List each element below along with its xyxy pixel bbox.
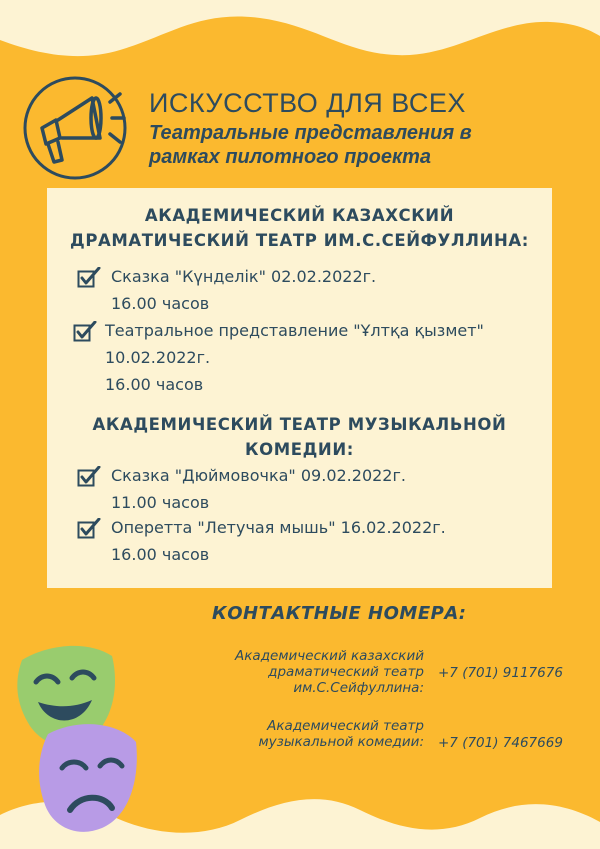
- schedule-card: [47, 188, 552, 588]
- event-time: 16.00 часов: [111, 545, 210, 564]
- contact-name-line: Академический театр: [267, 718, 424, 734]
- contact-phone[interactable]: +7 (701) 7467669: [438, 735, 563, 751]
- event-title: Сказка "Күнделік" 02.02.2022г.: [111, 267, 377, 286]
- contact-name: [258, 718, 424, 750]
- event-date: 10.02.2022г.: [105, 348, 211, 367]
- event-title: Сказка "Дюймовочка" 09.02.2022г.: [111, 466, 406, 485]
- checkbox-checked-icon: [77, 267, 101, 289]
- event-time: 11.00 часов: [111, 493, 210, 512]
- page-subtitle: [149, 121, 589, 169]
- event-time: 16.00 часов: [111, 294, 210, 313]
- theatre-heading-line: АКАДЕМИЧЕСКИЙ КАЗАХСКИЙ: [144, 206, 455, 225]
- event-title: Оперетта "Летучая мышь" 16.02.2022г.: [111, 518, 446, 537]
- contact-phone[interactable]: +7 (701) 9117676: [438, 665, 563, 681]
- page-title: ИСКУССТВО ДЛЯ ВСЕХ: [149, 88, 466, 118]
- event-title: Театральное представление "Ұлтқа қызмет": [105, 321, 484, 340]
- theatre-heading-line: ДРАМАТИЧЕСКИЙ ТЕАТР ИМ.С.СЕЙФУЛЛИНА:: [70, 231, 529, 250]
- contact-name: [235, 648, 424, 696]
- checkbox-checked-icon: [77, 518, 101, 540]
- theatre-heading-line: АКАДЕМИЧЕСКИЙ ТЕАТР МУЗЫКАЛЬНОЙ: [92, 415, 507, 434]
- theatre-heading-line: КОМЕДИИ:: [245, 440, 354, 459]
- contact-name-line: драматический театр: [268, 664, 424, 680]
- contact-name-line: Академический казахский: [235, 648, 424, 664]
- contact-name-line: им.С.Сейфуллина:: [293, 680, 424, 696]
- megaphone-icon: [20, 72, 140, 182]
- subtitle-line: Театральные представления в: [149, 122, 472, 144]
- checkbox-checked-icon: [73, 321, 97, 343]
- contact-name-line: музыкальной комедии:: [258, 734, 424, 750]
- checkbox-checked-icon: [77, 466, 101, 488]
- theatre-masks-icon: [8, 638, 148, 838]
- subtitle-line: рамках пилотного проекта: [149, 146, 431, 168]
- theatre-heading: [47, 203, 552, 253]
- theatre-heading: [47, 412, 552, 462]
- contacts-heading: КОНТАКТНЫЕ НОМЕРА:: [212, 603, 467, 624]
- event-time: 16.00 часов: [105, 375, 204, 394]
